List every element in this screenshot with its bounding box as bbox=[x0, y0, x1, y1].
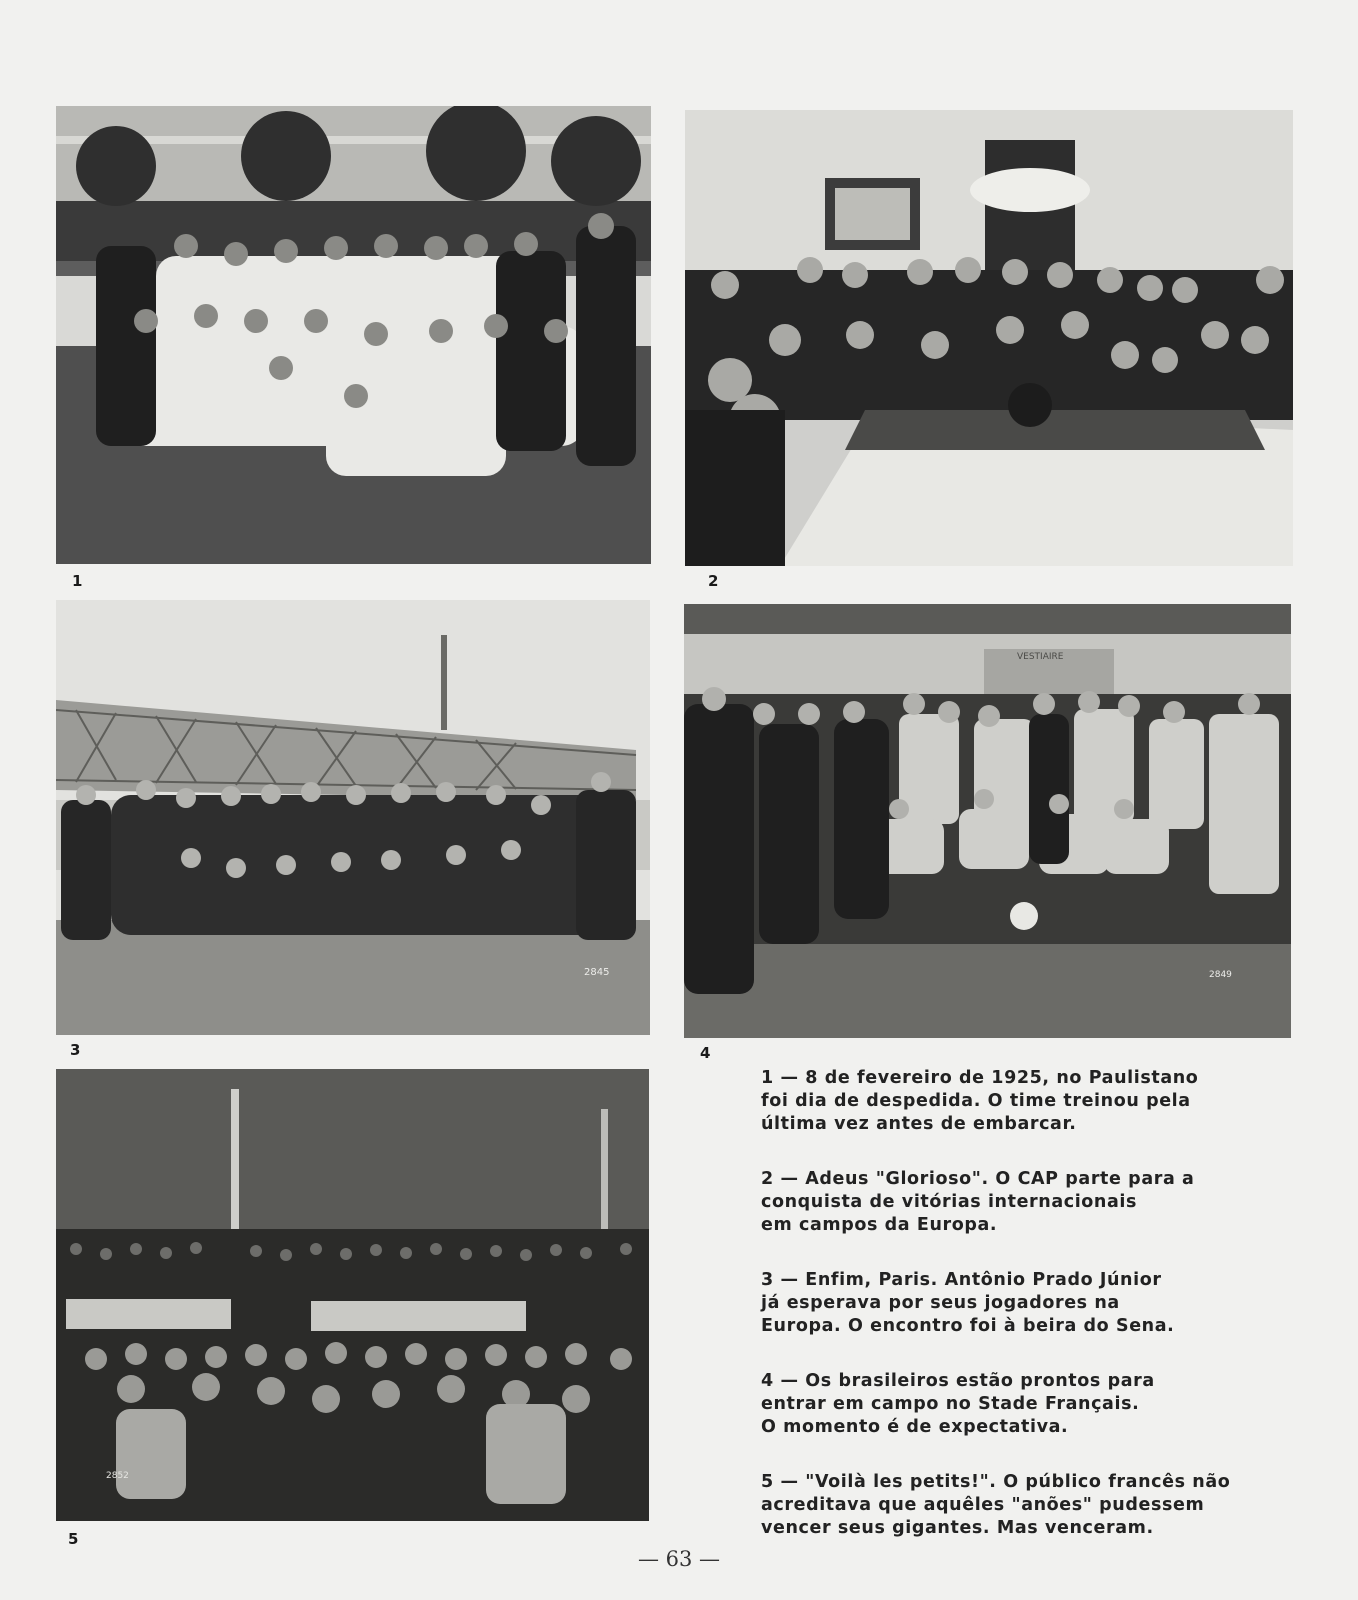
photo-5-image bbox=[56, 1069, 649, 1521]
caption-2: 2 — Adeus "Glorioso". O CAP parte para a conquista de vitórias internacionais em campos da Europa. bbox=[761, 1169, 1195, 1235]
photo-5-stamp: 2852 bbox=[106, 1471, 129, 1481]
photo-5-number: 5 bbox=[68, 1530, 79, 1548]
caption-1: 1 — 8 de fevereiro de 1925, no Paulistano foi dia de despedida. O time treinou pela última vez antes de embarcar. bbox=[761, 1068, 1199, 1134]
photo-2 bbox=[685, 110, 1293, 566]
caption-3: 3 — Enfim, Paris. Antônio Prado Júnior já esperava por seus jogadores na Europa. O encontro foi à beira do Sena. bbox=[761, 1270, 1175, 1336]
photo-4-sign: VESTIAIRE bbox=[1017, 652, 1064, 662]
photo-4-image bbox=[684, 604, 1291, 1038]
photo-3-stamp: 2845 bbox=[584, 967, 610, 978]
caption-5: 5 — "Voilà les petits!". O público francês não acreditava que aquêles "anões" pudessem vencer seus gigantes. Mas venceram. bbox=[761, 1472, 1231, 1538]
captions bbox=[761, 1067, 1261, 1572]
photo-4 bbox=[684, 604, 1291, 1038]
photo-3 bbox=[56, 600, 650, 1035]
photo-3-image bbox=[56, 600, 650, 1035]
page-number: — 63 — bbox=[637, 1547, 721, 1571]
photo-4-stamp: 2849 bbox=[1209, 970, 1232, 980]
photo-5 bbox=[56, 1069, 649, 1521]
photo-3-number: 3 bbox=[70, 1041, 81, 1059]
photo-2-number: 2 bbox=[708, 572, 719, 590]
photo-2-image bbox=[685, 110, 1293, 566]
photo-1-number: 1 bbox=[72, 572, 83, 590]
photo-1 bbox=[56, 106, 651, 564]
photo-4-number: 4 bbox=[700, 1044, 711, 1062]
caption-4: 4 — Os brasileiros estão prontos para entrar em campo no Stade Français. O momento é de expectativa. bbox=[761, 1371, 1155, 1437]
photo-1-image bbox=[56, 106, 651, 564]
